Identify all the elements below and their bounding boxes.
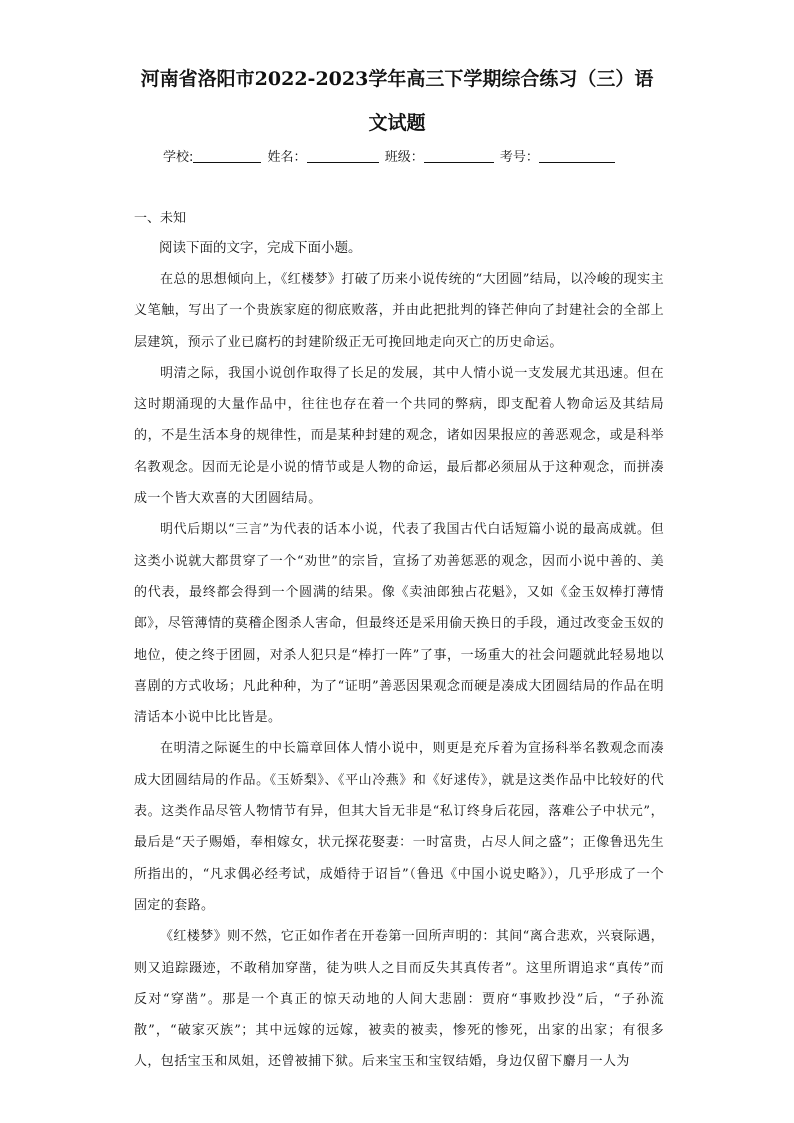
paragraph: 明代后期以“三言”为代表的话本小说，代表了我国古代白话短篇小说的最高成就。但这类小说就大都贯穿了一个“劝世”的宗旨，宣扬了劝善惩恶的观念，因而小说中善的、美的代表，最终都会得到一个圆满的结果。像《卖油郎独占花魁》，又如《金玉奴棒打薄情郎》，尽管薄情的莫稽企图杀人害命，但最终还是采用偷天换日的手段，通过改变金玉奴的地位，使之终于团圆，对杀人犯只是“棒打一阵”了事，一场重大的社会问题就此轻易地以喜剧的方式收场；凡此种种，为了“证明”善恶因果观念而硬是凑成大团圆结局的作品在明清话本小说中比比皆是。: [134, 522, 664, 726]
paragraph: 明清之际，我国小说创作取得了长足的发展，其中人情小说一支发展尤其迅速。但在这时期涌现的大量作品中，往往也存在着一个共同的弊病，即支配着人物命运及其结局的，不是生活本身的规律性，而是某种封建的观念，诸如因果报应的善恶观念，或是科举名教观念。因而无论是小说的情节或是人物的命运，最后都必须屈从于这种观念，而拼凑成一个皆大欢喜的大团圆结局。: [134, 365, 664, 507]
section-heading: 一、未知: [134, 211, 187, 226]
school-blank[interactable]: [193, 149, 261, 163]
name-blank[interactable]: [307, 149, 379, 163]
paragraph: 在总的思想倾向上，《红楼梦》打破了历来小说传统的“大团圆”结局，以冷峻的现实主义笔触，写出了一个贵族家庭的彻底败落，并由此把批判的锋芒伸向了封建社会的全部上层建筑，预示了业已腐朽的封建阶级正无可挽回地走向灭亡的历史命运。: [134, 272, 664, 350]
passage-body: [134, 264, 664, 1078]
exam-number-blank[interactable]: [539, 149, 615, 163]
paragraph: 《红楼梦》则不然，它正如作者在开卷第一回所声明的：其间“离合悲欢，兴衰际遇，则又追踪蹑迹，不敢稍加穿凿，徒为哄人之目而反失其真传者”。这里所谓追求“真传”而反对“穿凿”。那是一个真正的惊天动地的人间大悲剧：贾府“事败抄没”后，“子孙流散”，“破家灭族”；其中远嫁的远嫁，被卖的被卖，惨死的惨死，出家的出家；有很多人，包括宝玉和凤姐，还曾被捕下狱。后来宝玉和宝钗结婚，身边仅留下麝月一人为: [134, 929, 664, 1070]
document-title-line-2: 文试题: [368, 112, 426, 134]
paragraph: 在明清之际诞生的中长篇章回体人情小说中，则更是充斥着为宣扬科举名教观念而凑成大团圆结局的作品。《玉娇梨》、《平山冷燕》和《好逑传》，就是这类作品中比较好的代表。这类作品尽管人物情节有异，但其大旨无非是“私订终身后花园，落难公子中状元”，最后是“天子赐婚，奉相嫁女，状元探花娶妻：一时富贵，占尽人间之盛”；正像鲁迅先生所指出的，“凡求偶必经考试，成婚待于诏旨”（鲁迅《中国小说史略》），几乎形成了一个固定的套路。: [134, 741, 664, 913]
school-label: 学校:: [163, 150, 194, 165]
student-info-row: [163, 146, 643, 165]
document-title-line-1: 河南省洛阳市2022-2023学年高三下学期综合练习（三）语: [140, 68, 654, 90]
name-label: 姓名：: [267, 150, 307, 165]
exam-number-label: 考号：: [499, 150, 539, 165]
class-blank[interactable]: [424, 149, 494, 163]
reading-instruction: 阅读下面的文字，完成下面小题。: [159, 240, 362, 256]
class-label: 班级：: [384, 150, 424, 165]
